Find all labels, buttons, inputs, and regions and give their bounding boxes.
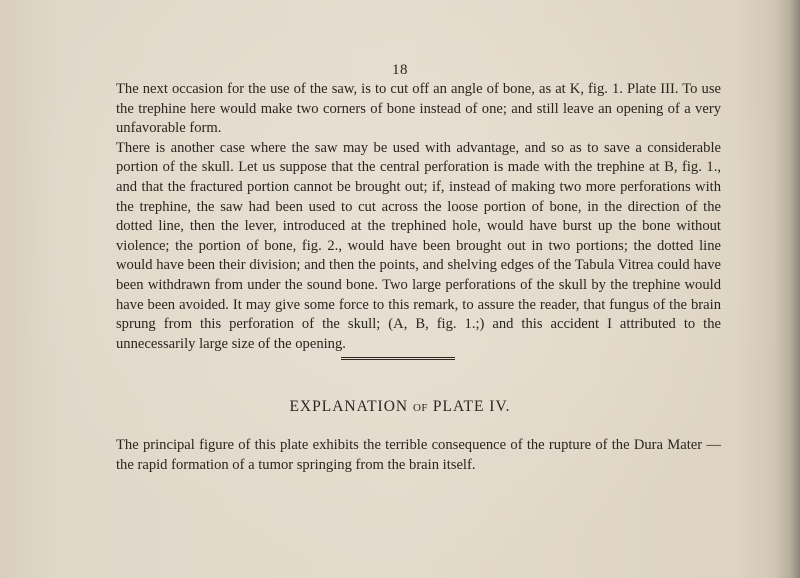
heading-explanation: EXPLANATION — [289, 398, 409, 415]
page-edge-shadow — [774, 0, 800, 578]
heading-plate: PLATE IV. — [432, 398, 511, 415]
section-heading — [0, 398, 800, 416]
heading-of: OF — [412, 402, 429, 414]
plate-explanation — [116, 436, 721, 475]
paragraph-saw-angle: The next occasion for the use of the saw, is to cut off an angle of bone, as at K, fig. 1. Plate III. To use the trephine here would make two corners of bone instead of one; and still leave an opening of a very unfavorable form. — [116, 81, 721, 137]
page-number: 18 — [392, 62, 408, 78]
body-text — [116, 80, 721, 354]
paragraph-saw-skull: There is another case where the saw may be used with advantage, and so as to save a considerable portion of the skull. Let us suppose that the central perforation is made with the trephine at B, fig. 1., and that the fractured portion cannot be brought out; if, instead of making two more perforations with the trephine, the saw had been used to cut across the loose portion of bone, in the direction of the dotted line, then the lever, introduced at the trephined hole, would have burst up the bone without violence; the portion of bone, fig. 2., would have been brought out in two portions; the dotted line would have been their division; and then the points, and shelving edges of the Tabula Vitrea could have been withdrawn from under the sound bone. Two large perforations of the skull by the trephine would have been avoided. It may give some force to this remark, to assure the reader, that fungus of the brain sprung from this perforation of the skull; (A, B, fig. 1.;) and this accident I attributed to the unnecessarily large size of the opening. — [116, 139, 721, 352]
explanation-paragraph: The principal figure of this plate exhibits the terrible consequence of the rupture of the Dura Mater — the rapid formation of a tumor springing from the brain itself. — [116, 437, 721, 473]
section-divider — [341, 357, 455, 360]
